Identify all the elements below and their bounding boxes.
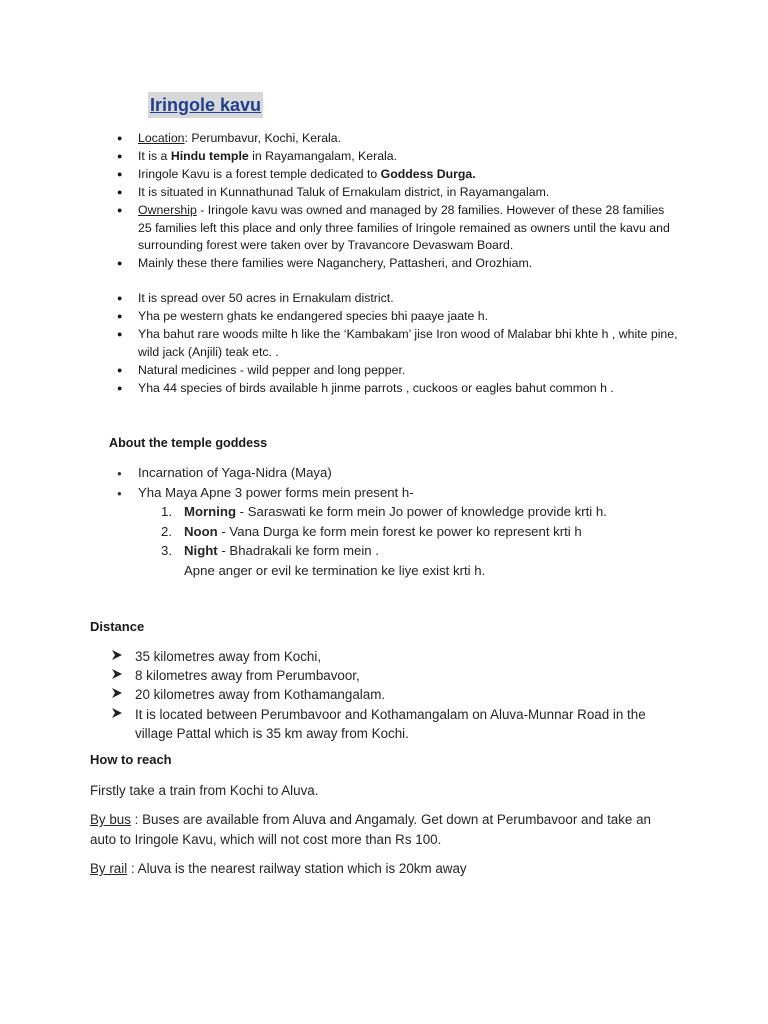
list-item <box>138 130 678 148</box>
list-item: ● It is spread over 50 acres in Ernakulam district. <box>138 290 683 308</box>
item-text: - Saraswati ke form mein Jo power of knowledge provide krti h. <box>236 504 607 519</box>
goddess-heading: About the temple goddess <box>109 436 268 450</box>
list-item <box>138 255 678 273</box>
by-rail-paragraph <box>90 859 680 879</box>
list-item <box>135 666 675 685</box>
ownership-label: Ownership <box>138 202 197 217</box>
item-text: Mainly these there families were Naganchery, Pattasheri, and Orozhiam. <box>138 256 533 271</box>
list-item: ● Incarnation of Yaga-Nidra (Maya) <box>138 463 658 483</box>
item-text: in Rayamangalam, Kerala. <box>248 148 398 163</box>
power-forms-list <box>161 502 658 580</box>
list-item <box>135 685 675 704</box>
item-text: 20 kilometres away from Kothamangalam. <box>135 687 386 703</box>
bus-text: : Buses are available from Aluva and Angamaly. Get down at Perumbavoor and take an auto to Iringole Kavu, which will not cost more than Rs 100. <box>90 812 651 847</box>
reach-intro: Firstly take a train from Kochi to Aluva. <box>90 783 319 798</box>
item-text: Apne anger or evil ke termination ke liye exist krti h. <box>184 562 486 578</box>
location-text: : Perumbavur, Kochi, Kerala. <box>184 131 342 145</box>
list-item <box>138 166 678 184</box>
item-text: Iringole Kavu is a forest temple dedicated to <box>138 166 381 181</box>
item-text: - Vana Durga ke form mein forest ke power ko represent krti h <box>217 523 582 539</box>
list-item <box>138 202 678 256</box>
forest-info-list <box>138 290 683 397</box>
item-text: It is situated in Kunnathunad Taluk of Ernakulam district, in Rayamangalam. <box>138 184 550 199</box>
form-name: Noon <box>184 523 218 539</box>
list-item <box>135 705 675 743</box>
arrow-bullet-icon <box>112 708 122 718</box>
list-item: ● Yha pe western ghats ke endangered species bhi paaye jaate h. <box>138 308 683 326</box>
item-bold: Hindu temple <box>170 148 249 163</box>
item-number: 2. <box>161 523 172 539</box>
arrow-bullet-icon <box>112 669 122 679</box>
list-item: ● Yha bahut rare woods milte h like the ‘Kambakam’ jise Iron wood of Malabar bhi khte h , white pine, wild jack (Anjili) teak etc. . <box>138 326 683 362</box>
rail-label: By rail <box>90 861 128 876</box>
item-text: - Bhadrakali ke form mein . <box>217 543 379 558</box>
rail-text: : Aluva is the nearest railway station which is 20km away <box>127 861 467 876</box>
item-text: It is located between Perumbavoor and Kothamangalam on Aluva-Munnar Road in the village Pattal which is 35 km away from Kochi. <box>135 706 646 741</box>
list-item <box>161 502 658 522</box>
title-block <box>148 92 263 118</box>
item-bold: Goddess Durga. <box>380 166 476 181</box>
location-label: Location <box>138 131 185 145</box>
item-number: 1. <box>161 504 172 519</box>
arrow-bullet-icon <box>112 688 122 698</box>
item-number: 3. <box>161 543 172 558</box>
distance-list <box>135 647 675 743</box>
arrow-bullet-icon <box>112 650 122 660</box>
ownership-text: - Iringole kavu was owned and managed by 28 families. However of these 28 families 25 families left this place and only three families of Iringole remained as owners until the kavu and surrounding forest were taken over by Travancore Devaswam Board. <box>138 202 670 253</box>
form-name: Morning <box>184 504 237 519</box>
list-item <box>138 184 678 202</box>
goddess-list <box>138 463 658 580</box>
page-title: Iringole kavu <box>148 92 263 118</box>
distance-heading: Distance <box>90 619 145 634</box>
list-item <box>161 541 658 580</box>
list-item <box>161 522 658 542</box>
item-text: It is a <box>138 148 171 163</box>
reach-heading: How to reach <box>90 752 172 767</box>
list-item <box>138 148 678 166</box>
item-text: 8 kilometres away from Perumbavoor, <box>135 668 360 684</box>
form-name: Night <box>184 543 218 558</box>
list-item: ● Yha Maya Apne 3 power forms mein present h- <box>138 483 658 503</box>
item-text: 35 kilometres away from Kochi, <box>135 649 322 664</box>
temple-info-list <box>138 130 678 273</box>
list-item <box>135 647 675 666</box>
by-bus-paragraph <box>90 810 680 849</box>
list-item: ● Yha 44 species of birds available h jinme parrots , cuckoos or eagles bahut common h . <box>138 380 683 398</box>
list-item: ● Natural medicines - wild pepper and long pepper. <box>138 362 683 380</box>
bus-label: By bus <box>90 812 131 827</box>
